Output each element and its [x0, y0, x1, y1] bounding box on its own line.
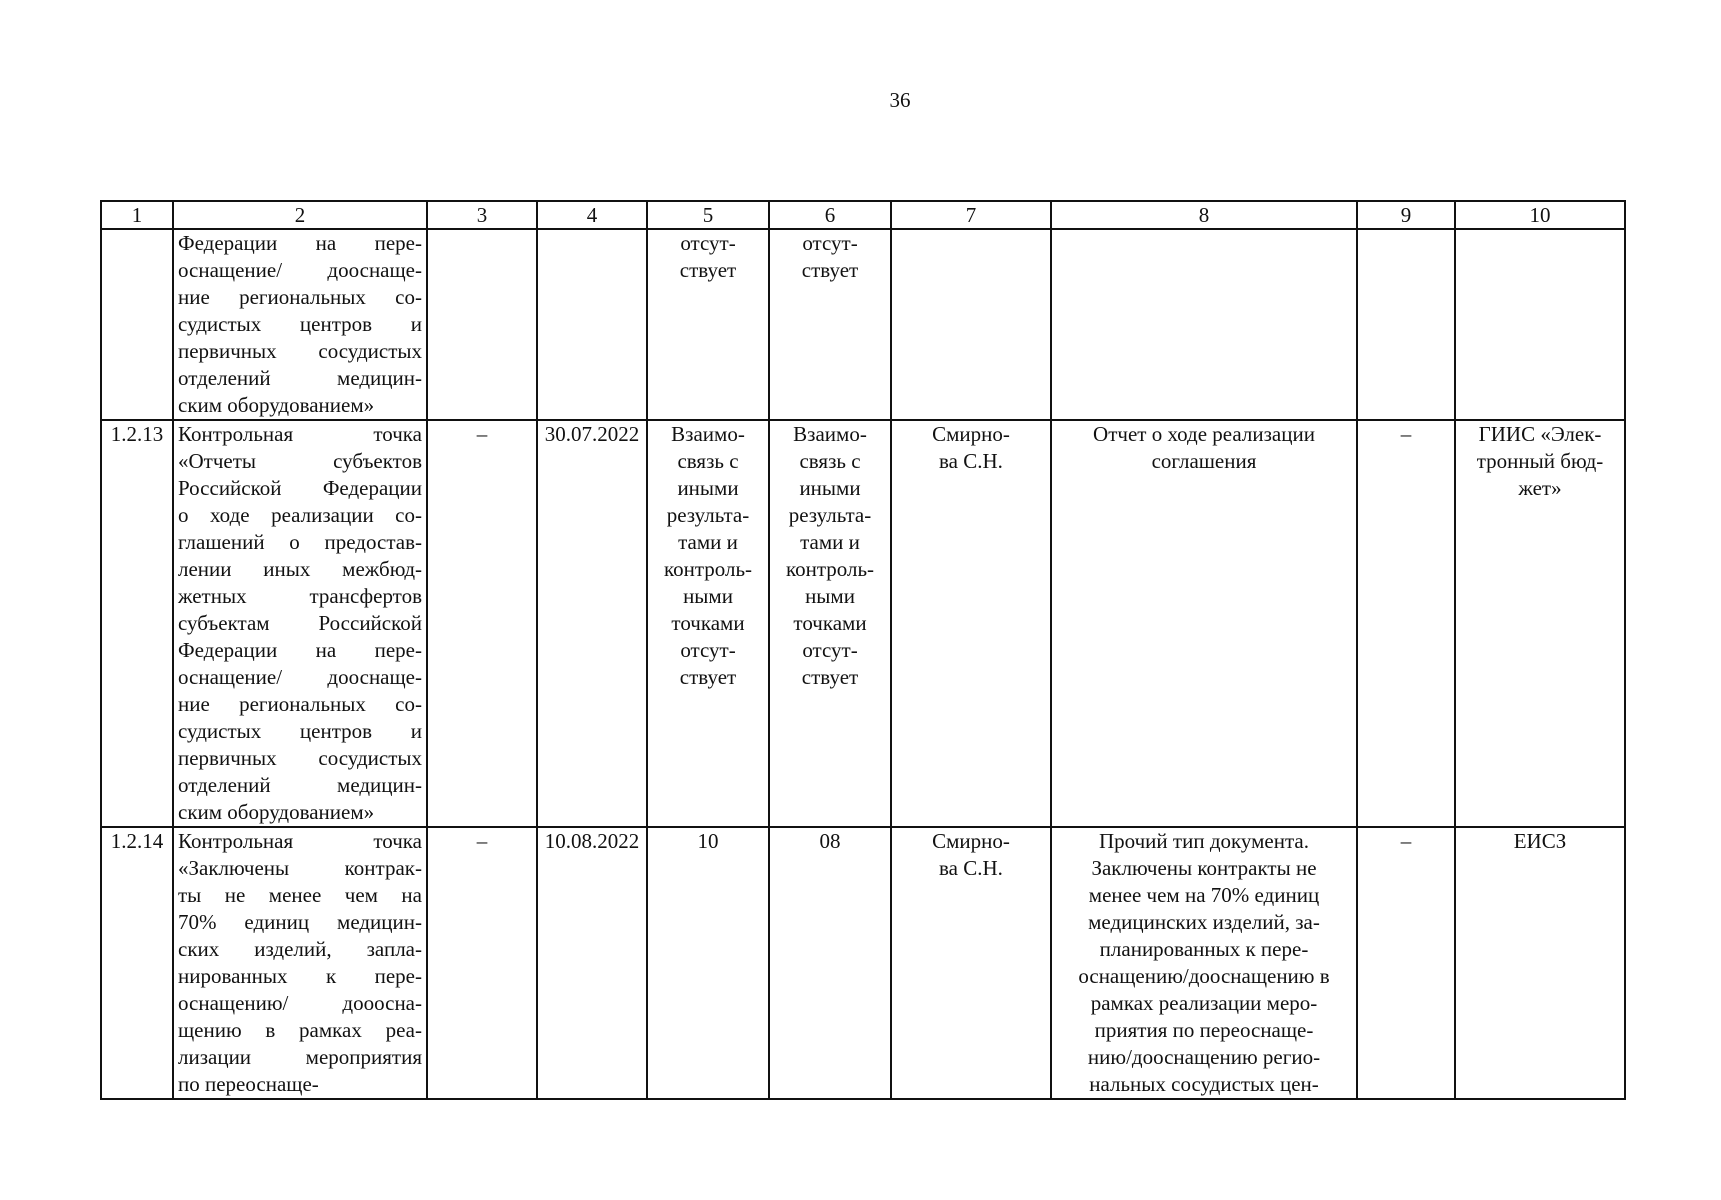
table-row — [101, 229, 1625, 420]
table-row — [101, 827, 1625, 1099]
responsible-cell: Смирно- ва С.Н. — [891, 827, 1051, 1099]
description-line: жетных трансфертов — [178, 584, 422, 608]
description-line: судистых центров и — [178, 312, 422, 336]
cell-col9: – — [1357, 827, 1455, 1099]
date-cell: 10.08.2022 — [537, 827, 647, 1099]
system-cell: ЕИСЗ — [1455, 827, 1625, 1099]
description-line: субъектам Российской — [178, 611, 422, 635]
description-line: оснащение/ дооснаще- — [178, 665, 422, 689]
description-line: лизации мероприятия — [178, 1045, 422, 1069]
document-cell — [1051, 229, 1357, 420]
cell-col9: – — [1357, 420, 1455, 827]
description-line: лении иных межбюд- — [178, 557, 422, 581]
date-cell: 30.07.2022 — [537, 420, 647, 827]
table-row — [101, 420, 1625, 827]
description-line: по переоснаще- — [178, 1072, 319, 1096]
responsible-cell: Смирно- ва С.Н. — [891, 420, 1051, 827]
description-line: отделений медицин- — [178, 773, 422, 797]
column-header: 2 — [173, 201, 427, 229]
cell-col5: отсут- ствует — [647, 229, 769, 420]
description-line: «Отчеты субъектов — [178, 449, 422, 473]
cell-col5: 10 — [647, 827, 769, 1099]
cell-col5: Взаимо- связь с иными результа- тами и контроль- ными точками отсут- ствует — [647, 420, 769, 827]
cell-col3 — [427, 229, 537, 420]
description-line: судистых центров и — [178, 719, 422, 743]
description-line: Федерации на пере- — [178, 231, 422, 255]
row-number-cell: 1.2.14 — [101, 827, 173, 1099]
column-header: 1 — [101, 201, 173, 229]
description-line: оснащение/ дооснаще- — [178, 258, 422, 282]
column-header: 6 — [769, 201, 891, 229]
column-header: 8 — [1051, 201, 1357, 229]
responsible-cell — [891, 229, 1051, 420]
description-line: отделений медицин- — [178, 366, 422, 390]
description-line: о ходе реализации со- — [178, 503, 422, 527]
description-line: ским оборудованием» — [178, 800, 375, 824]
description-line: Контрольная точка — [178, 829, 422, 853]
cell-col6: Взаимо- связь с иными результа- тами и контроль- ными точками отсут- ствует — [769, 420, 891, 827]
document-cell: Отчет о ходе реализации соглашения — [1051, 420, 1357, 827]
description-line: ние региональных со- — [178, 285, 422, 309]
cell-col3: – — [427, 420, 537, 827]
description-line: глашений о предостав- — [178, 530, 422, 554]
row-number-cell: 1.2.13 — [101, 420, 173, 827]
header-row — [101, 201, 1625, 229]
column-header: 5 — [647, 201, 769, 229]
description-line: оснащению/ дооосна- — [178, 991, 422, 1015]
description-line: ских изделий, запла- — [178, 937, 422, 961]
row-number-cell — [101, 229, 173, 420]
description-line: ским оборудованием» — [178, 393, 375, 417]
column-header: 10 — [1455, 201, 1625, 229]
system-cell — [1455, 229, 1625, 420]
description-cell — [173, 229, 427, 420]
description-line: первичных сосудистых — [178, 746, 422, 770]
description-line: «Заключены контрак- — [178, 856, 422, 880]
description-line: Контрольная точка — [178, 422, 422, 446]
description-line: нированных к пере- — [178, 964, 422, 988]
cell-col6: отсут- ствует — [769, 229, 891, 420]
date-cell — [537, 229, 647, 420]
cell-col3: – — [427, 827, 537, 1099]
column-header: 3 — [427, 201, 537, 229]
description-line: ние региональных со- — [178, 692, 422, 716]
system-cell: ГИИС «Элек- тронный бюд- жет» — [1455, 420, 1625, 827]
description-line: щению в рамках реа- — [178, 1018, 422, 1042]
document-cell: Прочий тип документа. Заключены контракты не менее чем на 70% единиц медицинских изделий, за- планированных к пере- оснащению/дооснащению в рамках реализации меро- приятия по переоснаще- нию/дооснащению регио- нальных сосудистых цен- — [1051, 827, 1357, 1099]
description-line: Российской Федерации — [178, 476, 422, 500]
description-line: ты не менее чем на — [178, 883, 422, 907]
column-header: 4 — [537, 201, 647, 229]
description-line: Федерации на пере- — [178, 638, 422, 662]
cell-col6: 08 — [769, 827, 891, 1099]
plan-table — [100, 200, 1626, 1100]
description-line: 70% единиц медицин- — [178, 910, 422, 934]
column-header: 7 — [891, 201, 1051, 229]
description-line: первичных сосудистых — [178, 339, 422, 363]
description-cell — [173, 420, 427, 827]
column-header: 9 — [1357, 201, 1455, 229]
page-number: 36 — [889, 88, 911, 112]
cell-col9 — [1357, 229, 1455, 420]
description-cell — [173, 827, 427, 1099]
